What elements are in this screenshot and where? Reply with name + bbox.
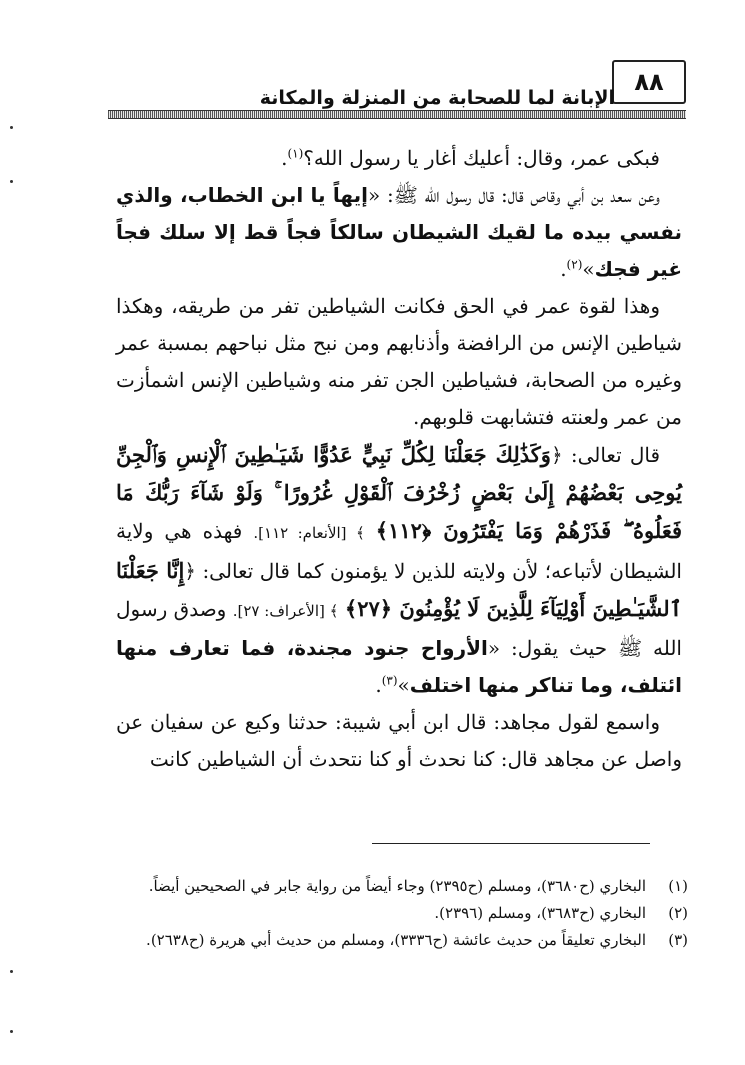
paragraph-text: فبكى عمر، وقال: أعليك أغار يا رسول الله؟	[303, 146, 660, 170]
footnote-number: (٢)	[668, 904, 688, 922]
paragraph-text: واسمع لقول مجاهد: قال ابن أبي شيبة: حدثنا وكيع عن سفيان عن واصل عن مجاهد قال: كنا نحدث أو كنا نتحدث أن الشياطين كانت	[116, 710, 682, 771]
paragraph-text: وهذا لقوة عمر في الحق فكانت الشياطين تفر من طريقه، وهكذا شياطين الإنس من الرافضة وأذنابهم ومن نبح مثل نباحهم بمسبة عمر وغيره من الصحابة، فشياطين الجن تفر منه وشياطين الإنس اشمأزت من عمر ولعنته فتشابهت قلوبهم.	[116, 294, 682, 429]
verse-reference: ﴾ [الأعراف: ٢٧].	[232, 602, 339, 620]
quote-close: »	[582, 257, 595, 281]
paragraph-1: فبكى عمر، وقال: أعليك أغار يا رسول الله؟$^{(١)}$.	[281, 146, 660, 170]
paragraph-text: وعن سعد بن أبي وقاص قال: قال رسول الله ﷺ: «	[367, 183, 660, 207]
footnote-ref: (١)	[287, 146, 304, 161]
footnote	[118, 873, 688, 900]
quran-verse: وَكَذَٰلِكَ جَعَلْنَا لِكُلِّ نَبِيٍّ عَدُوًّا شَيَـٰطِينَ ٱلْإِنسِ وَٱلْجِنِّ يُوحِى بَعْضُهُمْ إِلَىٰ بَعْضٍ زُخْرُفَ ٱلْقَوْلِ غُرُورًا ۚ وَلَوْ شَآءَ رَبُّكَ مَا فَعَلُوهُ ۖ فَذَرْهُمْ وَمَا يَفْتَرُونَ ﴿١١٢﴾	[116, 442, 682, 543]
paragraph-5	[116, 704, 682, 778]
scan-speck	[10, 126, 13, 129]
page-number: ٨٨	[612, 60, 686, 104]
footnote-ref: (٣)	[381, 673, 398, 688]
footnote-ref: (٢)	[566, 257, 583, 272]
scan-speck	[10, 180, 13, 183]
paragraph-text: وصدق رسول الله ﷺ حيث يقول: «	[116, 597, 682, 660]
footnote	[118, 900, 688, 927]
quote-close: »	[397, 673, 410, 697]
header-rule	[108, 110, 686, 119]
footnote-text: البخاري تعليقاً من حديث عائشة (ح٣٣٣٦)، ومسلم من حديث أبي هريرة (ح٢٦٣٨).	[146, 931, 646, 949]
footnote-text: البخاري (ح٣٦٨٣)، ومسلم (٢٣٩٦).	[434, 904, 646, 922]
main-text	[116, 140, 682, 778]
paragraph-text: فهذه هي ولاية الشيطان لأتباعه؛ لأن ولايته للذين لا يؤمنون كما قال تعالى: ﴿	[116, 519, 682, 583]
scan-speck	[10, 970, 13, 973]
footnote-number: (١)	[668, 877, 688, 895]
hadith-text: إيهاً يا ابن الخطاب، والذي نفسي بيده ما لقيك الشيطان سالكاً فجاً قط إلا سلك فجاً غير فجك	[116, 183, 682, 281]
footnote	[118, 927, 688, 954]
running-header-title: الإبانة لما للصحابة من المنزلة والمكانة	[259, 87, 615, 109]
scan-speck	[10, 1030, 13, 1033]
footnote-text: البخاري (ح٣٦٨٠)، ومسلم (ح٢٣٩٥) وجاء أيضاً من رواية جابر في الصحيحين أيضاً.	[148, 877, 646, 895]
footnotes	[118, 873, 688, 954]
footnote-number: (٣)	[668, 931, 688, 949]
hadith-text: الأرواح جنود مجندة، فما تعارف منها ائتلف، وما تناكر منها اختلف	[116, 636, 682, 697]
paragraph-text: قال تعالى: ﴿	[550, 443, 661, 467]
quran-verse: إِنَّا جَعَلْنَا ٱلشَّيَـٰطِينَ أَوْلِيَآءَ لِلَّذِينَ لَا يُؤْمِنُونَ ﴿٢٧﴾	[116, 558, 682, 621]
paragraph-2: وعن سعد بن أبي وقاص قال: قال رسول الله ﷺ: «إيهاً يا ابن الخطاب، والذي نفسي بيده ما لقيك الشيطان سالكاً فجاً قط إلا سلك فجاً غير فجك»$^{(٢)}$.	[116, 183, 682, 281]
verse-reference: ﴾ [الأنعام: ١١٢].	[253, 524, 365, 542]
paragraph-3	[116, 288, 682, 436]
footnote-separator	[372, 843, 650, 844]
paragraph-4: قال تعالى: ﴿وَكَذَٰلِكَ جَعَلْنَا لِكُلِّ نَبِيٍّ عَدُوًّا شَيَـٰطِينَ ٱلْإِنسِ وَٱلْجِنِّ يُوحِى بَعْضُهُمْ إِلَىٰ بَعْضٍ زُخْرُفَ ٱلْقَوْلِ غُرُورًا ۚ وَلَوْ شَآءَ رَبُّكَ مَا فَعَلُوهُ ۖ فَذَرْهُمْ وَمَا يَفْتَرُونَ ﴿١١٢﴾ ﴾ [الأنعام: ١١٢]. فهذه هي ولاية الشيطان لأتباعه؛ لأن ولايته للذين لا يؤمنون كما قال تعالى: ﴿إِنَّا جَعَلْنَا ٱلشَّيَـٰطِينَ أَوْلِيَآءَ لِلَّذِينَ لَا يُؤْمِنُونَ ﴿٢٧﴾ ﴾ [الأعراف: ٢٧]. وصدق رسول الله ﷺ حيث يقول: «الأرواح جنود مجندة، فما تعارف منها ائتلف، وما تناكر منها اختلف»$^{(٣)}$.	[116, 442, 682, 697]
